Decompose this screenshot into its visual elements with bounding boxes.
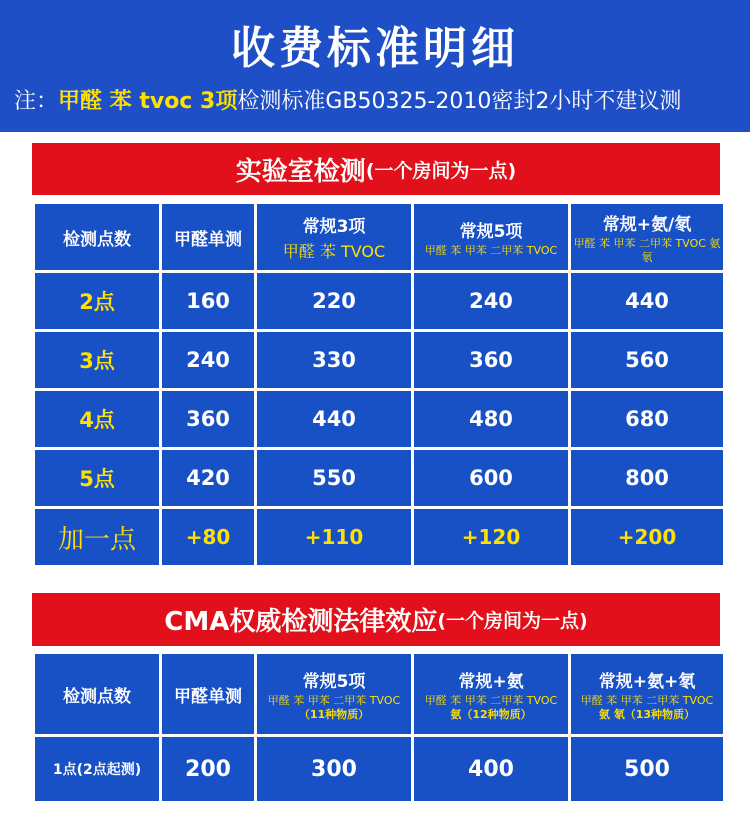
header-paren: 氨 氡（13种物质）: [598, 708, 696, 721]
table-row: [35, 332, 723, 388]
header-sub: 甲醛 苯 甲苯 二甲苯 TVOC: [580, 694, 714, 707]
header-cell: 常规+氨 甲醛 苯 甲苯 二甲苯 TVOC 氨（12种物质）: [414, 654, 568, 734]
table-row: [35, 450, 723, 506]
header-paren: （11种物质）: [298, 708, 370, 721]
header-cell: 常规5项 甲醛 苯 甲苯 二甲苯 TVOC （11种物质）: [257, 654, 411, 734]
note-highlight: 甲醛 苯 tvoc 3项: [58, 89, 238, 114]
header-cell: 检测点数: [35, 654, 159, 734]
header-cell: 常规+氨/氡 甲醛 苯 甲苯 二甲苯 TVOC 氨氡: [571, 204, 723, 270]
price-cell: 550: [257, 450, 411, 506]
section-lab-note: (一个房间为一点): [365, 159, 517, 182]
price-cell: 600: [414, 450, 568, 506]
table-row: [35, 391, 723, 447]
table-row-add-point: [35, 509, 723, 565]
header-cell: 常规3项 甲醛 苯 TVOC: [257, 204, 411, 270]
price-cell: 560: [571, 332, 723, 388]
price-cell: 240: [414, 273, 568, 329]
header-sub: 甲醛 苯 TVOC: [282, 242, 386, 261]
cma-price-table: [32, 651, 726, 804]
header-sub: 甲醛 苯 甲苯 二甲苯 TVOC 氨氡: [573, 236, 721, 264]
page-title: 收费标准明细: [231, 23, 519, 74]
points-cell: 1点(2点起测): [35, 737, 159, 801]
price-cell: 680: [571, 391, 723, 447]
points-cell: 5点: [35, 450, 159, 506]
price-cell: +200: [571, 509, 723, 565]
price-cell: 330: [257, 332, 411, 388]
table-header-row: [35, 204, 723, 270]
price-cell: +80: [162, 509, 254, 565]
price-cell: 500: [571, 737, 723, 801]
price-cell: 300: [257, 737, 411, 801]
section-cma-note: (一个房间为一点): [437, 610, 588, 632]
price-cell: 440: [257, 391, 411, 447]
header-cell: 甲醛单测: [162, 204, 254, 270]
section-lab-title: 实验室检测: [235, 156, 366, 187]
note-prefix: 注：: [14, 89, 59, 114]
header-sub: 甲醛 苯 甲苯 二甲苯 TVOC: [267, 694, 401, 707]
section-lab-title-bar: [32, 143, 720, 195]
price-cell: 200: [162, 737, 254, 801]
price-cell: +110: [257, 509, 411, 565]
price-cell: 420: [162, 450, 254, 506]
lab-price-table: [32, 201, 726, 568]
price-cell: 160: [162, 273, 254, 329]
section-cma-title: CMA权威检测法律效应: [164, 607, 438, 637]
price-cell: 240: [162, 332, 254, 388]
page-header: [0, 0, 750, 132]
header-sub: 甲醛 苯 甲苯 二甲苯 TVOC: [424, 694, 558, 707]
points-cell: 加一点: [35, 509, 159, 565]
note-rest: 检测标准GB50325-2010密封2小时不建议测: [237, 89, 682, 114]
section-cma-title-bar: [32, 593, 720, 646]
price-cell: 800: [571, 450, 723, 506]
header-paren: 氨（12种物质）: [450, 708, 532, 721]
points-cell: 3点: [35, 332, 159, 388]
header-sub: 甲醛 苯 甲苯 二甲苯 TVOC: [424, 243, 558, 257]
table-row: [35, 273, 723, 329]
price-cell: +120: [414, 509, 568, 565]
standard-note: [14, 84, 681, 115]
price-cell: 400: [414, 737, 568, 801]
price-cell: 360: [162, 391, 254, 447]
header-cell: 检测点数: [35, 204, 159, 270]
price-cell: 360: [414, 332, 568, 388]
header-cell: 甲醛单测: [162, 654, 254, 734]
header-cell: 常规+氨+氡 甲醛 苯 甲苯 二甲苯 TVOC 氨 氡（13种物质）: [571, 654, 723, 734]
table-row: [35, 737, 723, 801]
points-cell: 2点: [35, 273, 159, 329]
price-cell: 480: [414, 391, 568, 447]
price-cell: 220: [257, 273, 411, 329]
header-cell: 常规5项 甲醛 苯 甲苯 二甲苯 TVOC: [414, 204, 568, 270]
price-cell: 440: [571, 273, 723, 329]
points-cell: 4点: [35, 391, 159, 447]
table-header-row: [35, 654, 723, 734]
